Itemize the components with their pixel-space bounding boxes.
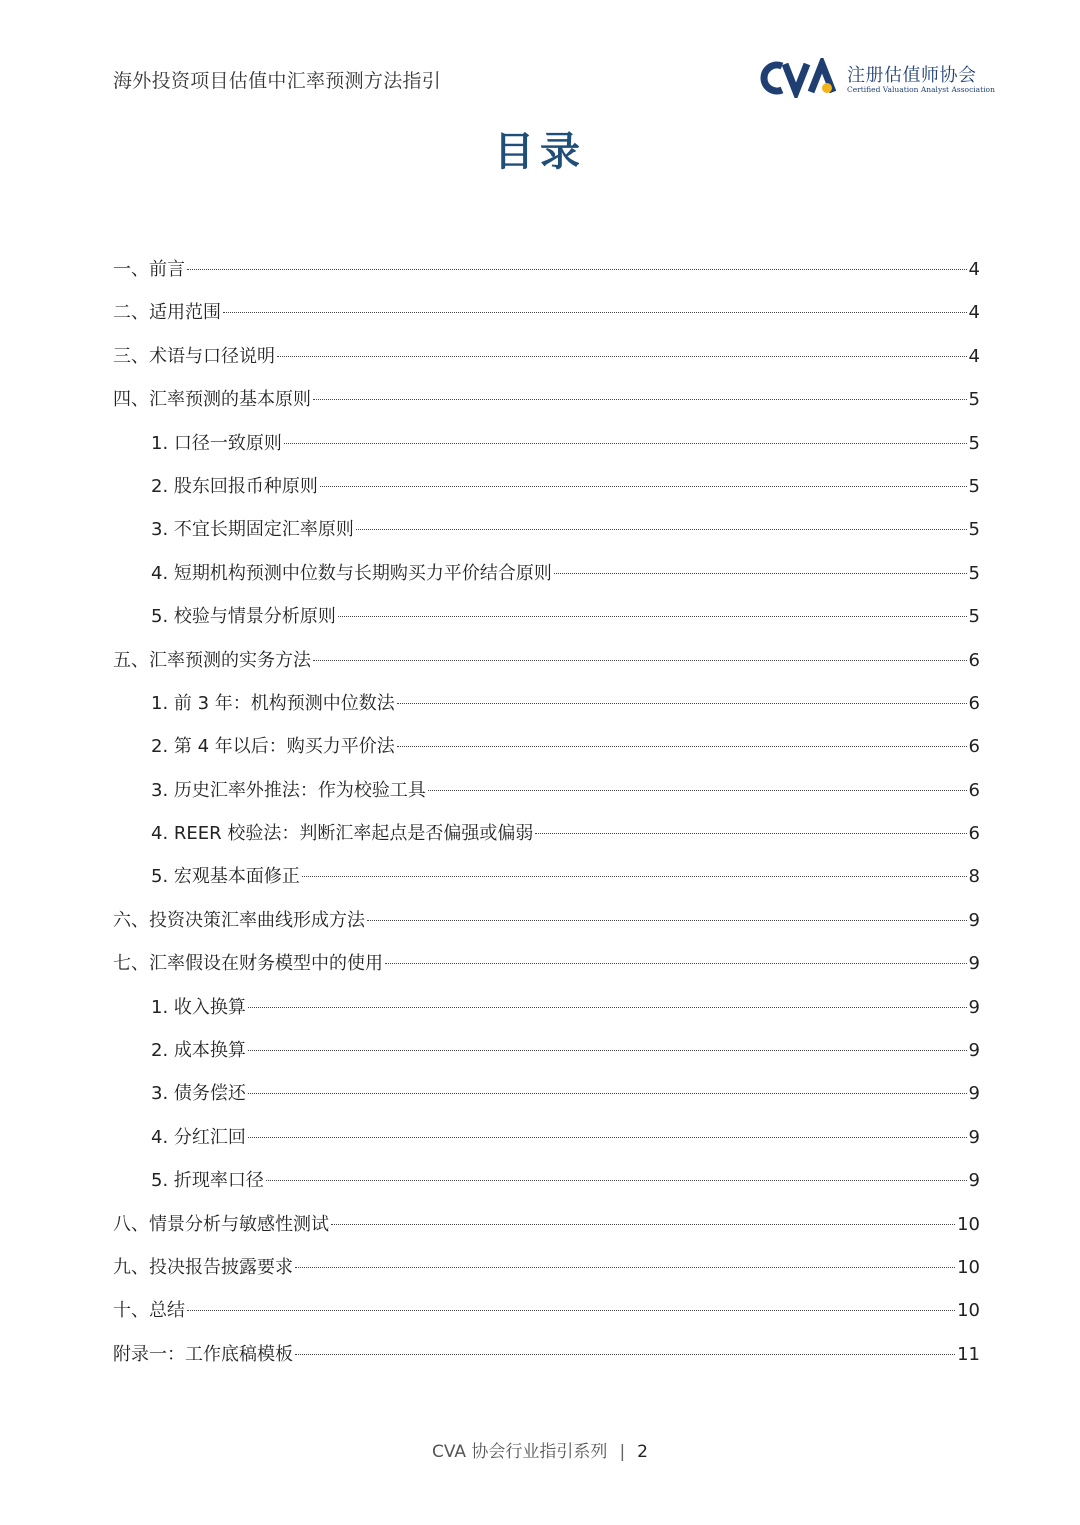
toc-dot-leader <box>295 1267 955 1268</box>
toc-page-number: 9 <box>968 909 980 931</box>
toc-page-number: 8 <box>968 866 980 888</box>
toc-page-number: 5 <box>968 475 980 497</box>
table-of-contents <box>113 250 980 1378</box>
toc-entry-label: 2. 成本换算 <box>151 1040 246 1062</box>
toc-entry-label: 5. 折现率口径 <box>151 1170 264 1192</box>
toc-dot-leader <box>248 1007 967 1008</box>
toc-subentry[interactable] <box>113 727 980 770</box>
toc-subentry[interactable] <box>113 1031 980 1074</box>
toc-dot-leader <box>535 833 966 834</box>
toc-page-number: 4 <box>968 345 980 367</box>
toc-entry-label: 3. 历史汇率外推法：作为校验工具 <box>151 779 426 801</box>
toc-page-number: 6 <box>968 823 980 845</box>
toc-entry[interactable] <box>113 337 980 380</box>
toc-entry[interactable] <box>113 250 980 293</box>
toc-page-number: 10 <box>957 1256 980 1278</box>
toc-entry[interactable] <box>113 641 980 684</box>
toc-page-number: 10 <box>957 1213 980 1235</box>
toc-entry-label: 十、总结 <box>113 1300 185 1322</box>
logo-name-cn: 注册估值师协会 <box>847 65 977 86</box>
toc-page-number: 5 <box>968 606 980 628</box>
toc-dot-leader <box>385 963 967 964</box>
toc-entry[interactable] <box>113 1291 980 1334</box>
footer-separator: | <box>619 1442 626 1462</box>
toc-page-number: 4 <box>968 259 980 280</box>
toc-entry-label: 1. 收入换算 <box>151 996 246 1018</box>
toc-page-number: 9 <box>968 1170 980 1192</box>
toc-subentry[interactable] <box>113 684 980 727</box>
toc-page-number: 6 <box>968 736 980 758</box>
toc-dot-leader <box>367 920 967 921</box>
toc-entry-label: 4. REER 校验法：判断汇率起点是否偏强或偏弱 <box>151 823 534 845</box>
toc-dot-leader <box>248 1137 967 1138</box>
toc-entry-label: 三、术语与口径说明 <box>113 345 275 367</box>
toc-entry-label: 六、投资决策汇率曲线形成方法 <box>113 909 365 931</box>
toc-page-number: 9 <box>968 996 980 1018</box>
toc-entry-label: 2. 股东回报币种原则 <box>151 475 318 497</box>
toc-dot-leader <box>397 746 967 747</box>
toc-subentry[interactable] <box>113 1118 980 1161</box>
toc-page-number: 6 <box>968 649 980 671</box>
toc-entry-label: 四、汇率预测的基本原则 <box>113 389 311 411</box>
toc-entry[interactable] <box>113 1335 980 1378</box>
toc-dot-leader <box>356 529 967 530</box>
footer-series: CVA 协会行业指引系列 <box>431 1442 608 1462</box>
toc-page-number: 6 <box>968 692 980 714</box>
toc-subentry[interactable] <box>113 424 980 467</box>
toc-dot-leader <box>295 1354 955 1355</box>
toc-subentry[interactable] <box>113 554 980 597</box>
toc-page-number: 9 <box>968 953 980 975</box>
toc-dot-leader <box>428 790 967 791</box>
toc-dot-leader <box>266 1180 967 1181</box>
toc-entry[interactable] <box>113 1248 980 1291</box>
toc-dot-leader <box>277 356 967 357</box>
toc-entry-label: 附录一：工作底稿模板 <box>113 1343 293 1365</box>
toc-subentry[interactable] <box>113 988 980 1031</box>
toc-dot-leader <box>331 1224 955 1225</box>
cva-logo <box>760 58 995 100</box>
page-footer <box>0 1437 1080 1462</box>
toc-entry-label: 4. 短期机构预测中位数与长期购买力平价结合原则 <box>151 562 552 584</box>
logo-name-en: Certified Valuation Analyst Association <box>847 85 995 94</box>
toc-entry[interactable] <box>113 901 980 944</box>
toc-entry[interactable] <box>113 944 980 987</box>
toc-page-number: 6 <box>968 779 980 801</box>
toc-page-number: 9 <box>968 1126 980 1148</box>
toc-dot-leader <box>313 399 967 400</box>
toc-dot-leader <box>248 1093 967 1094</box>
toc-subentry[interactable] <box>113 1161 980 1204</box>
toc-entry-label: 1. 前 3 年：机构预测中位数法 <box>151 692 395 714</box>
toc-page-number: 9 <box>968 1083 980 1105</box>
document-title: 海外投资项目估值中汇率预测方法指引 <box>113 70 442 92</box>
toc-entry-label: 九、投决报告披露要求 <box>113 1256 293 1278</box>
toc-dot-leader <box>284 443 967 444</box>
toc-entry-label: 3. 不宜长期固定汇率原则 <box>151 519 354 541</box>
toc-page-number: 5 <box>968 562 980 584</box>
toc-page-number: 5 <box>968 432 980 454</box>
toc-subentry[interactable] <box>113 597 980 640</box>
toc-entry-label: 1. 口径一致原则 <box>151 432 282 454</box>
toc-dot-leader <box>302 876 967 877</box>
toc-page-number: 5 <box>968 519 980 541</box>
toc-dot-leader <box>187 1310 955 1311</box>
toc-dot-leader <box>320 486 967 487</box>
toc-entry-label: 七、汇率假设在财务模型中的使用 <box>113 953 383 975</box>
toc-entry-label: 2. 第 4 年以后：购买力平价法 <box>151 736 395 758</box>
toc-page-number: 10 <box>957 1300 980 1322</box>
toc-page-number: 5 <box>968 389 980 411</box>
page-number: 2 <box>637 1442 648 1462</box>
toc-entry[interactable] <box>113 1205 980 1248</box>
toc-dot-leader <box>313 660 967 661</box>
toc-entry-label: 3. 债务偿还 <box>151 1083 246 1105</box>
cva-logo-icon <box>760 58 842 98</box>
toc-dot-leader <box>554 573 967 574</box>
toc-page-number: 9 <box>968 1040 980 1062</box>
toc-dot-leader <box>248 1050 967 1051</box>
toc-dot-leader <box>187 269 967 270</box>
toc-subentry[interactable] <box>113 814 980 857</box>
toc-entry[interactable] <box>113 380 980 423</box>
toc-page-number: 11 <box>957 1343 980 1365</box>
toc-entry-label: 五、汇率预测的实务方法 <box>113 649 311 671</box>
toc-entry-label: 一、前言 <box>113 259 185 280</box>
toc-subentry[interactable] <box>113 771 980 814</box>
toc-entry-label: 4. 分红汇回 <box>151 1126 246 1148</box>
toc-entry-label: 5. 宏观基本面修正 <box>151 866 300 888</box>
toc-dot-leader <box>223 312 967 313</box>
toc-page-number: 4 <box>968 302 980 324</box>
toc-subentry[interactable] <box>113 857 980 900</box>
toc-subentry[interactable] <box>113 467 980 510</box>
toc-dot-leader <box>397 703 967 704</box>
toc-dot-leader <box>338 616 967 617</box>
toc-subentry[interactable] <box>113 510 980 553</box>
toc-subentry[interactable] <box>113 1074 980 1117</box>
toc-entry[interactable] <box>113 293 980 336</box>
toc-entry-label: 二、适用范围 <box>113 302 221 324</box>
toc-entry-label: 5. 校验与情景分析原则 <box>151 606 336 628</box>
toc-entry-label: 八、情景分析与敏感性测试 <box>113 1213 329 1235</box>
page-title: 目录 <box>494 129 586 175</box>
